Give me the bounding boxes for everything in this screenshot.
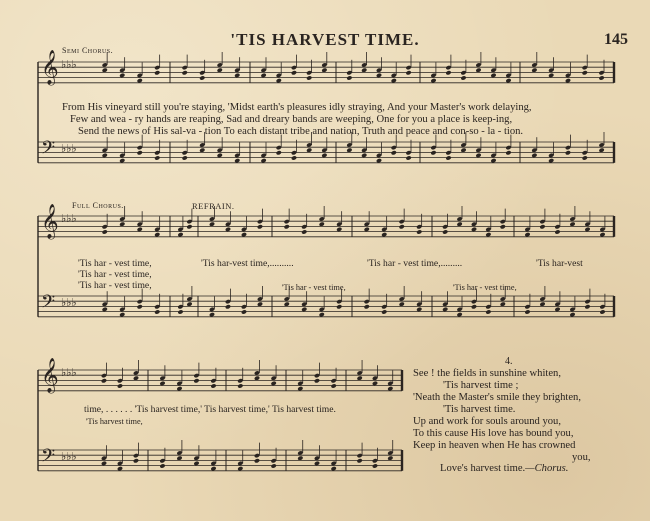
treble-notehead bbox=[284, 224, 290, 229]
treble-notehead bbox=[257, 224, 263, 229]
key-signature: ♭♭♭ bbox=[61, 58, 77, 71]
bass-lyric-b: 'Tis har - vest time, bbox=[453, 283, 517, 292]
verse-line: To this cause His love has bound you, bbox=[413, 428, 574, 439]
key-signature: ♭♭♭ bbox=[61, 142, 77, 155]
bass-notehead bbox=[565, 150, 571, 155]
treble-notehead bbox=[554, 229, 560, 234]
bass-clef: 𝄢 bbox=[41, 138, 56, 163]
treble-notehead bbox=[314, 378, 320, 383]
treble-notehead bbox=[331, 383, 337, 388]
verse-line: Keep in heaven when He has crowned bbox=[413, 440, 576, 451]
system3-lyric: time, . . . . . . 'Tis harvest time,' Tis harvest time,' Tis harvest time. bbox=[84, 404, 336, 415]
refrain-lyric-left-1: 'Tis har - vest time, bbox=[78, 258, 152, 269]
treble-notehead bbox=[186, 224, 192, 229]
treble-notehead bbox=[599, 75, 605, 80]
verse-last-line-text: Love's harvest time. bbox=[440, 463, 526, 474]
bass-notehead bbox=[505, 150, 511, 155]
verse-line: Up and work for souls around you, bbox=[413, 416, 561, 427]
bass-notehead bbox=[133, 458, 139, 463]
bass-notehead bbox=[241, 309, 247, 314]
verse-line: 'Neath the Master's smile they brighten, bbox=[413, 392, 581, 403]
treble-notehead bbox=[460, 75, 466, 80]
verse-line: 'Tis harvest time ; bbox=[443, 380, 519, 391]
bass-notehead bbox=[430, 150, 436, 155]
bass-notehead bbox=[599, 309, 605, 314]
bass-clef: 𝄢 bbox=[41, 446, 56, 471]
treble-notehead bbox=[445, 70, 451, 75]
treble-notehead bbox=[416, 229, 422, 234]
refrain-lyric-left-3: 'Tis har - vest time, bbox=[78, 280, 152, 291]
bass-notehead bbox=[364, 304, 370, 309]
full-chorus-label: Full Chorus. bbox=[72, 201, 124, 210]
system3-bass-lyric: 'Tis harvest time, bbox=[86, 417, 143, 426]
treble-notehead bbox=[193, 378, 199, 383]
bass-notehead bbox=[471, 304, 477, 309]
treble-notehead bbox=[500, 224, 506, 229]
bass-clef: 𝄢 bbox=[41, 292, 56, 317]
bass-notehead bbox=[225, 304, 231, 309]
chorus-direction: —Chorus. bbox=[525, 463, 569, 474]
refrain-lyric-left-2: 'Tis har - vest time, bbox=[78, 269, 152, 280]
verse-number: 4. bbox=[505, 356, 513, 367]
bass-notehead bbox=[177, 309, 183, 314]
bass-notehead bbox=[159, 463, 165, 468]
bass-notehead bbox=[582, 155, 588, 160]
treble-notehead bbox=[399, 224, 405, 229]
key-signature: ♭♭♭ bbox=[61, 296, 77, 309]
bass-notehead bbox=[137, 304, 143, 309]
bass-notehead bbox=[372, 463, 378, 468]
treble-clef: 𝄞 bbox=[41, 204, 59, 239]
lyric-line-3: Send the news of His sal-va - tion To each distant tribe and nation, Truth and peace and con-so - la - tion. bbox=[78, 126, 524, 137]
key-signature: ♭♭♭ bbox=[61, 212, 77, 225]
treble-notehead bbox=[102, 229, 108, 234]
treble-clef: 𝄞 bbox=[41, 358, 59, 393]
refrain-lyric-a: 'Tis har-vest time,.......... bbox=[201, 258, 294, 269]
bass-notehead bbox=[445, 155, 451, 160]
lyric-line-1: From His vineyard still you're staying, 'Midst earth's pleasures idly straying, And your Master's work delaying, bbox=[62, 102, 532, 113]
semi-chorus-label: Semi Chorus. bbox=[62, 46, 114, 55]
bass-notehead bbox=[154, 155, 160, 160]
treble-notehead bbox=[346, 75, 352, 80]
treble-notehead bbox=[182, 70, 188, 75]
treble-notehead bbox=[582, 70, 588, 75]
bass-notehead bbox=[182, 155, 188, 160]
refrain-lyric-b: 'Tis har - vest time,......... bbox=[367, 258, 463, 269]
bass-notehead bbox=[524, 309, 530, 314]
bass-notehead bbox=[271, 463, 277, 468]
treble-notehead bbox=[237, 383, 243, 388]
bass-notehead bbox=[584, 304, 590, 309]
treble-notehead bbox=[406, 70, 412, 75]
treble-notehead bbox=[199, 75, 205, 80]
bass-lyric-a: 'Tis har - vest time, bbox=[282, 283, 346, 292]
bass-notehead bbox=[485, 309, 491, 314]
treble-notehead bbox=[101, 378, 107, 383]
bass-notehead bbox=[276, 150, 282, 155]
bass-notehead bbox=[154, 309, 160, 314]
refrain-label: REFRAIN. bbox=[192, 201, 235, 211]
bass-notehead bbox=[357, 458, 363, 463]
verse-line: See ! the fields in sunshine whiten, bbox=[413, 368, 561, 379]
treble-notehead bbox=[117, 383, 123, 388]
page-title: 'TIS HARVEST TIME. bbox=[230, 30, 420, 49]
key-signature: ♭♭♭ bbox=[61, 366, 77, 379]
treble-clef: 𝄞 bbox=[41, 50, 59, 85]
treble-notehead bbox=[210, 383, 216, 388]
treble-notehead bbox=[291, 70, 297, 75]
key-signature: ♭♭♭ bbox=[61, 450, 77, 463]
verse-line: 'Tis harvest time. bbox=[443, 404, 516, 415]
lyric-line-2: Few and wea - ry hands are reaping, Sad and dreary bands are weeping, One for you a place is keep-ing, bbox=[70, 114, 513, 125]
refrain-lyric-c: 'Tis har-vest bbox=[536, 258, 583, 269]
bass-notehead bbox=[406, 155, 412, 160]
bass-notehead bbox=[137, 150, 143, 155]
treble-notehead bbox=[539, 224, 545, 229]
treble-notehead bbox=[306, 75, 312, 80]
treble-notehead bbox=[442, 229, 448, 234]
verse-line: you, bbox=[572, 452, 591, 463]
bass-notehead bbox=[391, 150, 397, 155]
bass-notehead bbox=[291, 155, 297, 160]
bass-notehead bbox=[254, 458, 260, 463]
bass-notehead bbox=[336, 304, 342, 309]
treble-notehead bbox=[154, 70, 160, 75]
bass-notehead bbox=[381, 309, 387, 314]
page-number: 145 bbox=[604, 31, 628, 48]
treble-notehead bbox=[301, 229, 307, 234]
